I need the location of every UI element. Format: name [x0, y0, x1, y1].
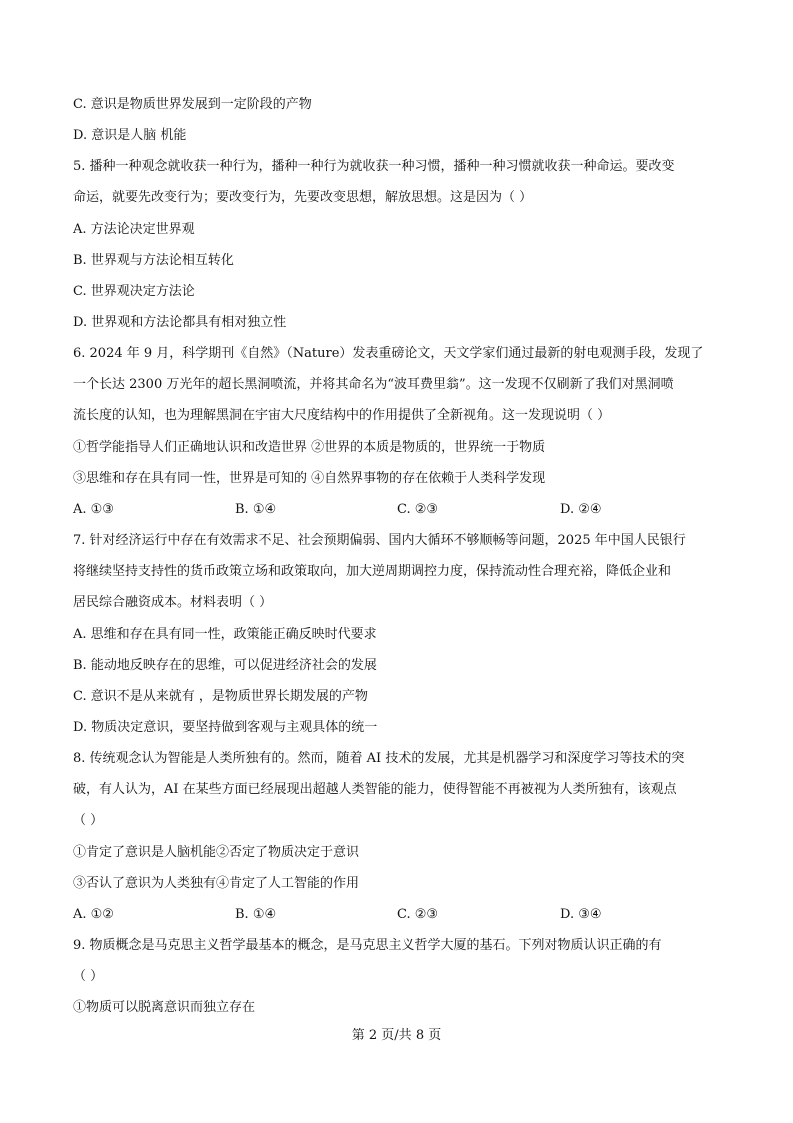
- question-9-stem: 9. 物质概念是马克思主义哲学最基本的概念，是马克思主义哲学大厦的基石。下列对物质认识正确的有: [73, 938, 662, 953]
- option-d-q6: D. ②④: [560, 502, 602, 517]
- option-a-q5: A. 方法论决定世界观: [73, 222, 195, 237]
- question-7-stem: 7. 针对经济运行中存在有效需求不足、社会预期偏弱、国内大循环不够顺畅等问题，2025 年中国人民银行: [73, 533, 686, 548]
- statements-q6: ①哲学能指导人们正确地认识和改造世界 ②世界的本质是物质的，世界统一于物质: [73, 440, 546, 455]
- option-d-q4: D. 意识是人脑 机能: [73, 128, 187, 143]
- option-b-q6: B. ①④: [235, 502, 277, 517]
- options-q8: [73, 906, 733, 924]
- question-7-stem-cont: 将继续坚持支持性的货币政策立场和政策取向，加大逆周期调控力度，保持流动性合理充裕，降低企业和: [73, 564, 672, 579]
- question-8-stem: 8. 传统观念认为智能是人类所独有的。然而，随着 AI 技术的发展，尤其是机器学习和深度学习等技术的突: [73, 751, 685, 766]
- question-8-stem-cont: 破，有人认为，AI 在某些方面已经展现出超越人类智能的能力，使得智能不再被视为人类所独有，该观点: [73, 782, 677, 797]
- option-c-q7: C. 意识不是从来就有 ，是物质世界长期发展的产物: [73, 689, 368, 704]
- question-6-stem-cont: 流长度的认知，也为理解黑洞在宇宙大尺度结构中的作用提供了全新视角。这一发现说明（ ）: [73, 408, 611, 423]
- answer-bracket-q8: （ ）: [73, 813, 104, 828]
- page-footer: 第 2 页/共 8 页: [351, 1028, 442, 1043]
- option-c-q5: C. 世界观决定方法论: [73, 284, 195, 299]
- statements-q8: ③否认了意识为人类独有④肯定了人工智能的作用: [73, 876, 360, 891]
- question-6-stem: 6. 2024 年 9 月，科学期刊《自然》（Nature）发表重磅论文，天文学家们通过最新的射电观测手段，发现了: [73, 346, 704, 361]
- statements-q6: ③思维和存在具有同一性，世界是可知的 ④自然界事物的存在依赖于人类科学发现: [73, 471, 546, 486]
- answer-bracket-q9: （ ）: [73, 969, 104, 984]
- statement-1-q9: ①物质可以脱离意识而独立存在: [73, 1000, 256, 1015]
- option-a-q7: A. 思维和存在具有同一性，政策能正确反映时代要求: [73, 627, 377, 642]
- option-c-q8: C. ②③: [397, 907, 439, 922]
- option-a-q8: A. ①②: [73, 907, 114, 922]
- option-a-q6: A. ①③: [73, 502, 114, 517]
- option-b-q8: B. ①④: [235, 907, 277, 922]
- question-5-stem-cont: 命运，就要先改变行为；要改变行为，先要改变思想，解放思想。这是因为（ ）: [73, 190, 533, 205]
- option-d-q5: D. 世界观和方法论都具有相对独立性: [73, 315, 287, 330]
- question-5-stem: 5. 播种一种观念就收获一种行为，播种一种行为就收获一种习惯，播种一种习惯就收获一种命运。要改变: [73, 159, 675, 174]
- statements-q8: ①肯定了意识是人脑机能②否定了物质决定于意识: [73, 845, 360, 860]
- option-c-q6: C. ②③: [397, 502, 439, 517]
- option-b-q7: B. 能动地反映存在的思维，可以促进经济社会的发展: [73, 658, 377, 673]
- question-6-stem-cont: 一个长达 2300 万光年的超长黑洞喷流，并将其命名为“波耳费里翁”。这一发现不仅刷新了我们对黑洞喷: [73, 377, 674, 392]
- option-b-q5: B. 世界观与方法论相互转化: [73, 253, 234, 268]
- option-d-q7: D. 物质决定意识，要坚持做到客观与主观具体的统一: [73, 720, 378, 735]
- option-c-q4: C. 意识是物质世界发展到一定阶段的产物: [73, 97, 312, 112]
- question-7-stem-cont: 居民综合融资成本。材料表明（ ）: [73, 595, 273, 610]
- options-q6: [73, 501, 733, 519]
- option-d-q8: D. ③④: [560, 907, 602, 922]
